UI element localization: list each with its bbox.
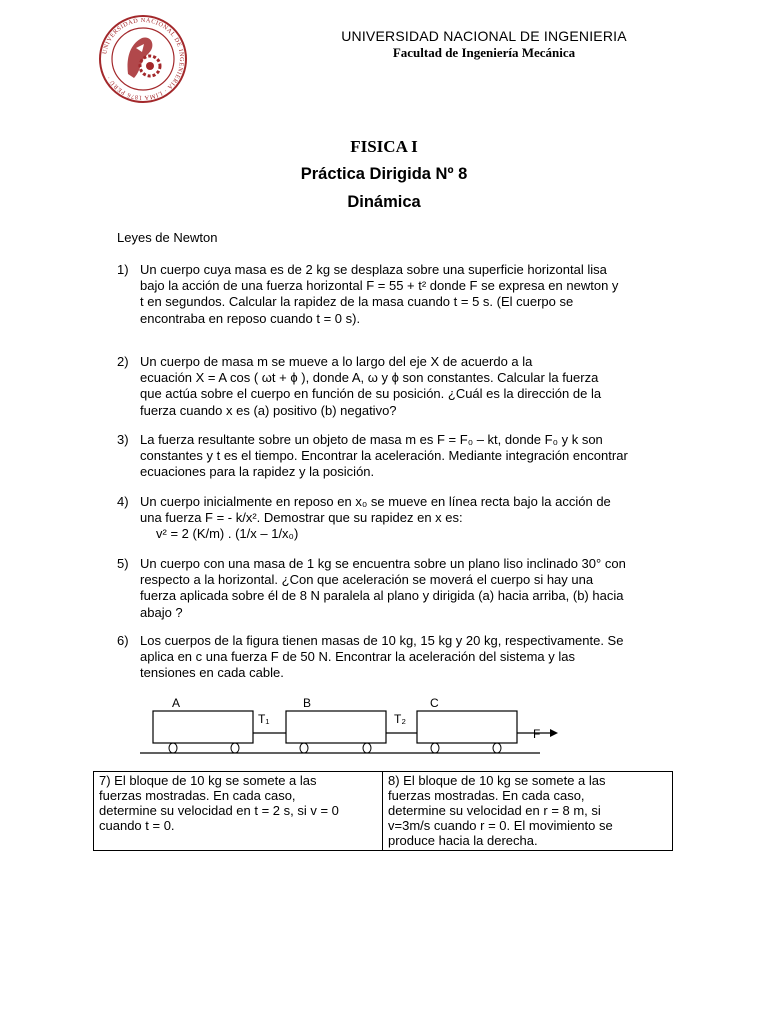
course-title: FISICA I xyxy=(350,137,418,156)
problem-line: abajo ? xyxy=(140,604,183,620)
problem-line: aplica en c una fuerza F de 50 N. Encontrar la aceleración del sistema y las xyxy=(140,649,576,665)
formula-line: v² = 2 (K/m) . (1/x – 1/x₀) xyxy=(156,526,299,542)
cart-c-wheel xyxy=(493,743,501,753)
problem-number: 5) xyxy=(117,556,129,571)
label-force: F xyxy=(533,727,541,741)
problem-line: v=3m/s cuando r = 0. El movimiento se xyxy=(388,818,613,833)
cart-c-wheel xyxy=(431,743,439,753)
problem-number: 3) xyxy=(117,432,129,447)
problem-3 xyxy=(117,432,673,481)
problem-7-cell xyxy=(94,772,383,850)
problem-line: 8) El bloque de 10 kg se somete a las xyxy=(388,773,606,788)
label-cart-a: A xyxy=(172,696,181,710)
practice-title: Práctica Dirigida Nº 8 xyxy=(300,165,468,183)
problem-8-cell xyxy=(383,772,672,850)
university-seal-logo xyxy=(98,14,188,104)
cart-a-wheel xyxy=(231,743,239,753)
cart-b-wheel xyxy=(363,743,371,753)
cart-a-wheel xyxy=(169,743,177,753)
problem-text xyxy=(140,262,673,327)
problem-line: ecuación X = A cos ( ωt + ϕ ), donde A, ω y ϕ son constantes. Calcular la fuerza xyxy=(140,370,599,386)
problem-number: 1) xyxy=(117,262,129,277)
problem-line: cuando t = 0. xyxy=(99,818,175,833)
problem-line: t en segundos. Calcular la rapidez de la masa cuando t = 5 s. (El cuerpo se xyxy=(140,294,574,310)
problem-line: fuerzas mostradas. En cada caso, xyxy=(99,788,296,803)
problems-7-8-table xyxy=(93,771,673,851)
label-tension-1: T₁ xyxy=(258,712,270,726)
problem-line: ecuaciones para la rapidez y la posición. xyxy=(140,464,375,480)
problem-line: una fuerza F = - k/x². Demostrar que su rapidez en x es: xyxy=(140,510,463,526)
problem-6 xyxy=(117,633,673,682)
problem-line: La fuerza resultante sobre un objeto de masa m es F = F₀ – kt, donde F₀ y k son xyxy=(140,432,603,447)
topic-title: Dinámica xyxy=(347,193,421,211)
problem-text xyxy=(140,556,673,621)
problem-line: Los cuerpos de la figura tienen masas de 10 kg, 15 kg y 20 kg, respectivamente. Se xyxy=(140,633,624,648)
problem-number: 2) xyxy=(117,354,129,369)
problem-line: bajo la acción de una fuerza horizontal F = 55 + t² donde F se expresa en newton y xyxy=(140,278,619,294)
problem-line: que actúa sobre el cuerpo en función de su posición. ¿Cuál es la dirección de la xyxy=(140,386,602,402)
problem-5 xyxy=(117,556,673,621)
problem-4 xyxy=(117,494,673,543)
problem-line: fuerzas mostradas. En cada caso, xyxy=(388,788,585,803)
problem-text xyxy=(140,494,673,543)
label-cart-c: C xyxy=(430,696,439,710)
problem-text xyxy=(140,354,673,419)
svg-text:UNIVERSIDAD NACIONAL DE INGENI: UNIVERSIDAD NACIONAL DE INGENIERIA · LIMA 1876 PERÚ · xyxy=(101,16,186,102)
problem-line: 7) El bloque de 10 kg se somete a las xyxy=(99,773,317,788)
faculty-name: Facultad de Ingeniería Mecánica xyxy=(392,45,576,60)
three-carts-diagram xyxy=(140,692,580,760)
problem-line: constantes y t es el tiempo. Encontrar la aceleración. Mediante integración encontrar xyxy=(140,448,628,464)
problem-line: Un cuerpo con una masa de 1 kg se encuentra sobre un plano liso inclinado 30° con xyxy=(140,556,626,571)
problem-line: respecto a la horizontal. ¿Con que aceleración se moverá el cuerpo si hay una xyxy=(140,572,594,588)
problem-line: produce hacia la derecha. xyxy=(388,833,538,848)
problem-line: Un cuerpo cuya masa es de 2 kg se desplaza sobre una superficie horizontal lisa xyxy=(140,262,607,277)
problem-line: fuerza aplicada sobre él de 8 N paralela al plano y dirigida (a) hacia arriba, (b) hacia xyxy=(140,588,624,604)
problem-line: fuerza cuando x es (a) positivo (b) negativo? xyxy=(140,402,397,418)
force-arrowhead xyxy=(550,729,558,737)
cart-b-body xyxy=(286,711,386,743)
problem-line: Un cuerpo de masa m se mueve a lo largo del eje X de acuerdo a la xyxy=(140,354,533,369)
cart-b-wheel xyxy=(300,743,308,753)
problem-1 xyxy=(117,262,673,327)
problem-line: determine su velocidad en r = 8 m, si xyxy=(388,803,601,818)
university-name: UNIVERSIDAD NACIONAL DE INGENIERIA xyxy=(341,28,627,44)
problem-line: tensiones en cada cable. xyxy=(140,665,284,681)
label-tension-2: T₂ xyxy=(394,712,406,726)
cart-c-body xyxy=(417,711,517,743)
section-label: Leyes de Newton xyxy=(117,230,218,245)
problem-line: Un cuerpo inicialmente en reposo en x₀ se mueve en línea recta bajo la acción de xyxy=(140,494,611,509)
problem-text xyxy=(140,633,673,682)
problem-2 xyxy=(117,354,673,419)
label-cart-b: B xyxy=(303,696,312,710)
problem-line: encontraba en reposo cuando t = 0 s). xyxy=(140,310,361,326)
cart-a-body xyxy=(153,711,253,743)
problem-line: determine su velocidad en t = 2 s, si v = 0 xyxy=(99,803,339,818)
problem-number: 6) xyxy=(117,633,129,648)
problem-text xyxy=(140,432,673,481)
problem-number: 4) xyxy=(117,494,129,509)
